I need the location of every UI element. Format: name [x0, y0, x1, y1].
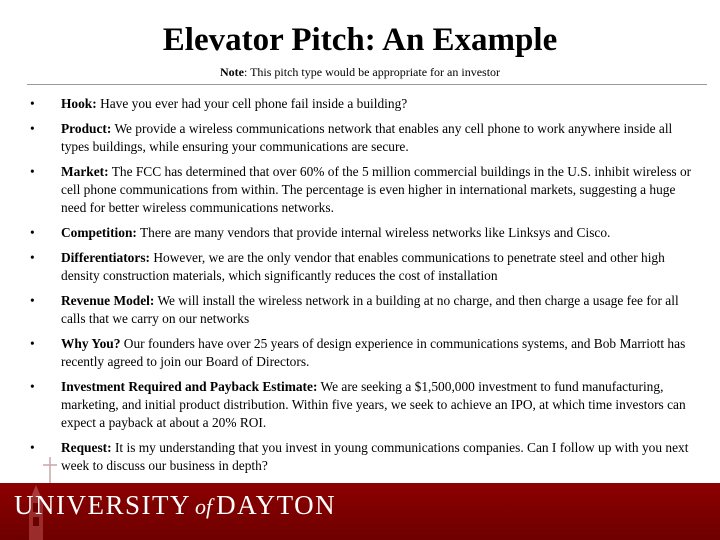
wordmark-university: UNIVERSITY: [14, 490, 191, 520]
pitch-bullet-list: [30, 95, 700, 482]
bullet-text: However, we are the only vendor that enables communications to penetrate steel and other high density construction materials, which significantly reduces the cost of installation: [61, 250, 665, 283]
university-wordmark: [14, 487, 336, 523]
bullet-key: Why You?: [61, 336, 121, 351]
bullet-marker: •: [30, 225, 35, 240]
title-divider: [27, 84, 707, 85]
slide-title: Elevator Pitch: An Example: [162, 22, 558, 58]
bullet-key: Product:: [61, 121, 112, 136]
bullet-marker: •: [30, 379, 35, 394]
bullet-hook: [30, 95, 700, 113]
bullet-market: [30, 163, 700, 217]
bullet-key: Request:: [61, 440, 112, 455]
bullet-marker: •: [30, 164, 35, 179]
note-line: [0, 64, 720, 80]
bullet-revenue-model: [30, 292, 700, 328]
bullet-text: We are seeking a $1,500,000 investment to fund manufacturing, marketing, and initial product distribution. Within five years, we seek to achieve an IPO, at which time investors can expect a payback at about a 20% ROI.: [61, 379, 686, 430]
note-text: : This pitch type would be appropriate for an investor: [243, 65, 501, 79]
bullet-marker: •: [30, 440, 35, 455]
bullet-key: Hook:: [61, 96, 97, 111]
bullet-marker: •: [30, 336, 35, 351]
bullet-key: Market:: [61, 164, 109, 179]
wordmark-of: of: [195, 494, 213, 519]
bullet-competition: [30, 224, 700, 242]
bullet-text: We provide a wireless communications network that enables any cell phone to work anywhere inside all types buildings, while ensuring your communications are secure.: [61, 121, 673, 154]
bullet-text: Have you ever had your cell phone fail inside a building?: [96, 96, 408, 111]
bullet-marker: •: [30, 250, 35, 265]
bullet-product: [30, 120, 700, 156]
bullet-text: We will install the wireless network in a building at no charge, and then charge a usage fee for all calls that we carry on our networks: [61, 293, 679, 326]
bullet-key: Differentiators:: [61, 250, 150, 265]
bullet-investment: [30, 378, 700, 432]
bullet-key: Investment Required and Payback Estimate:: [61, 379, 318, 394]
bullet-differentiators: [30, 249, 700, 285]
bullet-text: There are many vendors that provide internal wireless networks like Linksys and Cisco.: [136, 225, 611, 240]
bullet-why-you: [30, 335, 700, 371]
bullet-text: It is my understanding that you invest in young communications companies. Can I follow up with you next week to discuss our business in depth?: [61, 440, 689, 473]
bullet-marker: •: [30, 293, 35, 308]
bullet-text: The FCC has determined that over 60% of the 5 million commercial buildings in the U.S. inhibit wireless or cell phone communications from within. The percentage is even higher in international markets, suggesting a huge need for better wireless communications networks.: [61, 164, 692, 215]
bullet-marker: •: [30, 121, 35, 136]
bullet-request: [30, 439, 700, 475]
wordmark-dayton: DAYTON: [216, 490, 337, 520]
university-footer-bar: [0, 483, 720, 540]
note-label: Note: [219, 65, 244, 79]
bullet-key: Competition:: [61, 225, 137, 240]
bullet-marker: •: [30, 96, 35, 111]
bullet-key: Revenue Model:: [61, 293, 155, 308]
bullet-text: Our founders have over 25 years of design experience in communications systems, and Bob Marriott has recently agreed to join our Board of Directors.: [61, 336, 686, 369]
